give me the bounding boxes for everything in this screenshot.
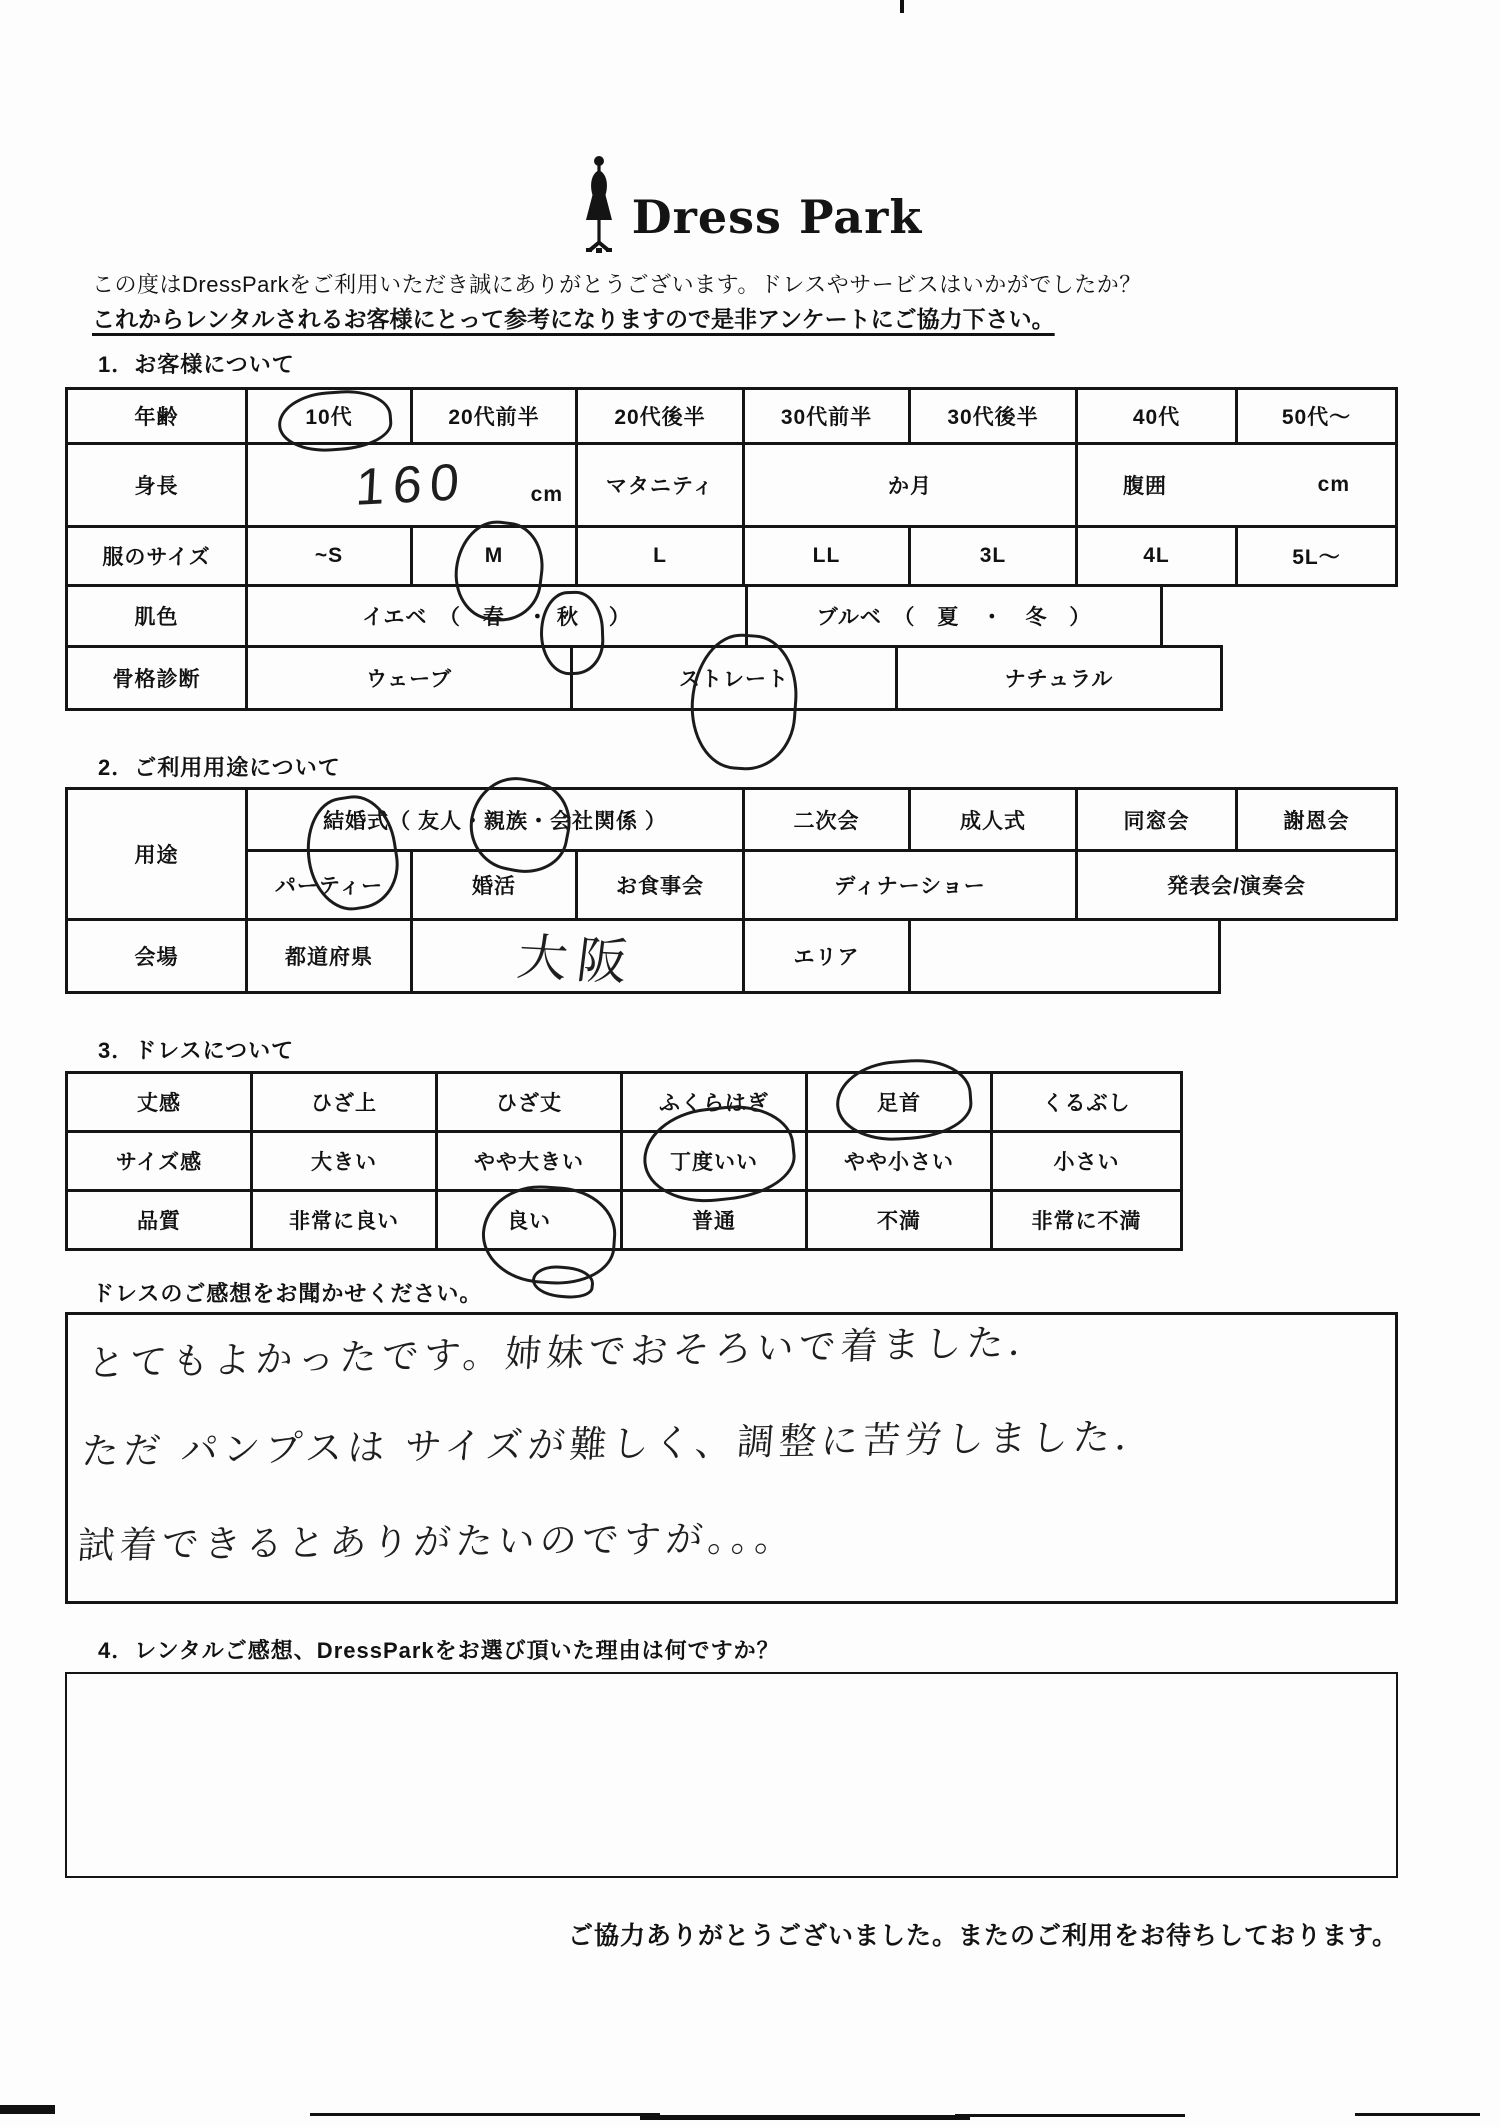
dress-table bbox=[65, 1071, 1183, 1251]
purpose-row-b bbox=[245, 849, 1398, 921]
length-option-ankle-selected: 足首 bbox=[805, 1071, 993, 1133]
frame-option: ウェーブ bbox=[245, 645, 573, 711]
maternity-months-cell: か月 bbox=[742, 442, 1078, 528]
usage-table bbox=[65, 787, 1398, 994]
waist-cell bbox=[1075, 442, 1398, 528]
fit-label: サイズ感 bbox=[65, 1130, 253, 1192]
length-label: 丈感 bbox=[65, 1071, 253, 1133]
skin-yellowbase-cell: イエベ （ 春 ・ 秋 ） bbox=[245, 584, 748, 648]
venue-row bbox=[65, 918, 1398, 994]
intro-line-1: この度はDressParkをご利用いただき誠にありがとうございます。ドレスやサービスはいかがでしたか？ bbox=[92, 272, 1142, 297]
purpose-row-a bbox=[245, 787, 1398, 852]
age-option: 20代前半 bbox=[410, 387, 578, 445]
waist-unit: cm bbox=[1317, 473, 1350, 496]
comment-line-2: ただ パンプスは サイズが難しく、調整に苦労しました． bbox=[80, 1415, 1159, 1473]
purpose-option: パーティー bbox=[245, 849, 413, 921]
height-value-handwritten: 160 bbox=[354, 453, 469, 517]
purpose-option: 発表会/演奏会 bbox=[1075, 849, 1398, 921]
scan-artifact-bottom bbox=[955, 2114, 1185, 2117]
waist-label: 腹囲 bbox=[1123, 475, 1167, 498]
size-row bbox=[65, 525, 1398, 587]
age-option: 30代後半 bbox=[908, 387, 1078, 445]
hand-circle bbox=[530, 1263, 595, 1301]
purpose-option: 同窓会 bbox=[1075, 787, 1238, 852]
intro-line-2: これからレンタルされるお客様にとって参考になりますので是非アンケートにご協力下さい。 bbox=[92, 306, 1055, 332]
hand-circle bbox=[686, 630, 801, 773]
maternity-label: マタニティ bbox=[575, 442, 745, 528]
section2-title: 2．ご利用用途について bbox=[98, 755, 341, 780]
purpose-option: 二次会 bbox=[742, 787, 911, 852]
skin-autumn-selected: 秋 bbox=[556, 606, 579, 629]
frame-label: 骨格診断 bbox=[65, 645, 248, 711]
length-option: ひざ丈 bbox=[435, 1071, 623, 1133]
size-option: 4L bbox=[1075, 525, 1238, 587]
height-label: 身長 bbox=[65, 442, 248, 528]
purpose-option: 成人式 bbox=[908, 787, 1078, 852]
length-row bbox=[65, 1071, 1183, 1133]
scan-artifact-bottom bbox=[0, 2105, 55, 2114]
relatives-selected: 親族 bbox=[484, 809, 528, 833]
dressform-icon bbox=[578, 154, 620, 254]
height-row bbox=[65, 442, 1398, 528]
brand-logo bbox=[0, 154, 1500, 254]
frame-option: ナチュラル bbox=[895, 645, 1223, 711]
age-option: 50代～ bbox=[1235, 387, 1398, 445]
purpose-option: 婚活 bbox=[410, 849, 578, 921]
customer-table bbox=[65, 387, 1398, 711]
size-option: LL bbox=[742, 525, 911, 587]
wedding-selected: 結婚 bbox=[323, 809, 368, 833]
scan-artifact-bottom bbox=[1355, 2113, 1480, 2116]
length-option: ひざ上 bbox=[250, 1071, 438, 1133]
frame-option-straight-selected: ストレート bbox=[570, 645, 898, 711]
height-unit: cm bbox=[530, 483, 563, 506]
comment-box bbox=[65, 1312, 1398, 1604]
quality-label: 品質 bbox=[65, 1189, 253, 1251]
comment-prompt: ドレスのご感想をお聞かせください。 bbox=[92, 1281, 483, 1306]
brand-name: Dress Park bbox=[631, 190, 923, 244]
fit-option: 小さい bbox=[990, 1130, 1183, 1192]
skin-bluebase-cell: ブルベ （ 夏 ・ 冬 ） bbox=[745, 584, 1163, 648]
venue-label: 会場 bbox=[65, 918, 248, 994]
length-option: ふくらはぎ bbox=[620, 1071, 808, 1133]
length-option: くるぶし bbox=[990, 1071, 1183, 1133]
fit-option: 大きい bbox=[250, 1130, 438, 1192]
quality-row bbox=[65, 1189, 1183, 1251]
purpose-wedding-cell: 結婚 式（ 友人・ 親族 ・会社関係 ） bbox=[245, 787, 745, 852]
quality-option: 非常に良い bbox=[250, 1189, 438, 1251]
quality-option: 非常に不満 bbox=[990, 1189, 1183, 1251]
purpose-option: 謝恩会 bbox=[1235, 787, 1398, 852]
comment-line-3: 試着できるとありがたいのですが。。。 bbox=[76, 1517, 799, 1567]
fit-row bbox=[65, 1130, 1183, 1192]
scan-artifact-bottom bbox=[310, 2113, 660, 2116]
quality-option-good-selected: 良い bbox=[435, 1189, 623, 1251]
size-option-m-selected: M bbox=[410, 525, 578, 587]
comment-line-1: とてもよかったです。姉妹でおそろいで着ました． bbox=[86, 1321, 1052, 1385]
age-label: 年齢 bbox=[65, 387, 248, 445]
area-value-cell bbox=[908, 918, 1221, 994]
age-option: 40代 bbox=[1075, 387, 1238, 445]
size-option: L bbox=[575, 525, 745, 587]
scan-artifact-top bbox=[900, 0, 904, 13]
skin-row bbox=[65, 584, 1398, 648]
quality-option: 不満 bbox=[805, 1189, 993, 1251]
age-option: 30代前半 bbox=[742, 387, 911, 445]
hand-circle bbox=[479, 1181, 620, 1288]
reason-answer-box bbox=[65, 1672, 1398, 1878]
age-option-10s-selected: 10代 bbox=[245, 387, 413, 445]
prefecture-handwritten: 大阪 bbox=[513, 928, 641, 992]
skin-label: 肌色 bbox=[65, 584, 248, 648]
purpose-option: ディナーショー bbox=[742, 849, 1078, 921]
size-option: 5L～ bbox=[1235, 525, 1398, 587]
age-row bbox=[65, 387, 1398, 445]
height-value-cell bbox=[245, 442, 578, 528]
frame-row bbox=[65, 645, 1398, 711]
size-option: 3L bbox=[908, 525, 1078, 587]
scan-artifact-bottom bbox=[640, 2115, 970, 2120]
fit-option-justright-selected: 丁度いい bbox=[620, 1130, 808, 1192]
section4-title: 4．レンタルご感想、DressParkをお選び頂いた理由は何ですか？ bbox=[98, 1638, 780, 1663]
fit-option: やや小さい bbox=[805, 1130, 993, 1192]
fit-option: やや大きい bbox=[435, 1130, 623, 1192]
footer-thanks: ご協力ありがとうございました。またのご利用をお待ちしております。 bbox=[567, 1922, 1398, 1950]
prefecture-value-cell bbox=[410, 918, 745, 994]
section3-title: 3．ドレスについて bbox=[98, 1038, 295, 1063]
prefecture-label: 都道府県 bbox=[245, 918, 413, 994]
area-label: エリア bbox=[742, 918, 911, 994]
purpose-label: 用途 bbox=[65, 787, 248, 921]
age-option: 20代後半 bbox=[575, 387, 745, 445]
size-option: ~S bbox=[245, 525, 413, 587]
purpose-option: お食事会 bbox=[575, 849, 745, 921]
section1-title: 1．お客様について bbox=[98, 352, 295, 377]
quality-option: 普通 bbox=[620, 1189, 808, 1251]
size-label: 服のサイズ bbox=[65, 525, 248, 587]
